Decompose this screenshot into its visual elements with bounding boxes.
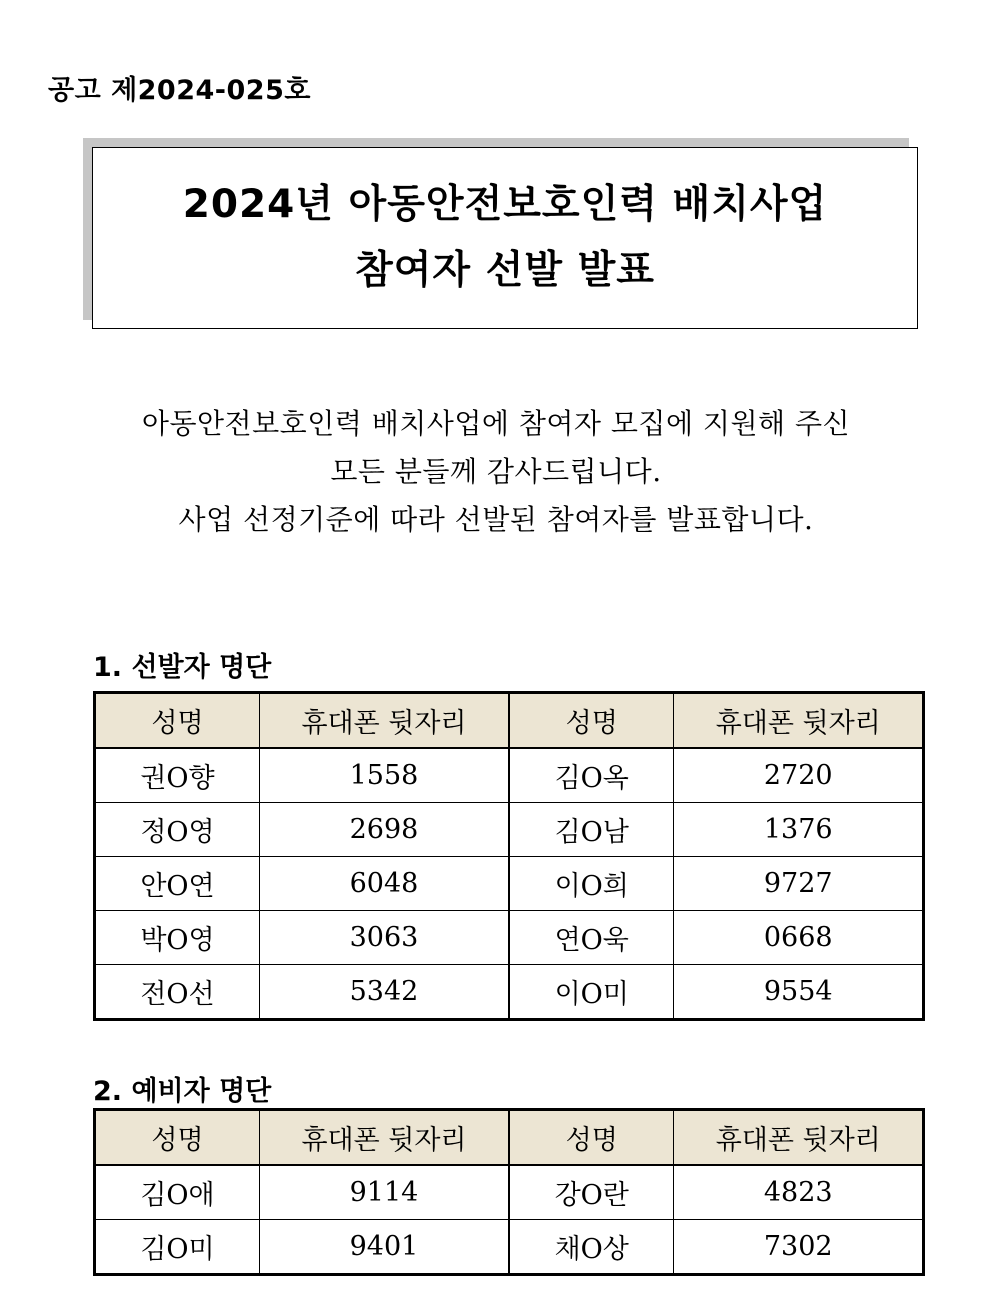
name-cell: 박O영 bbox=[95, 911, 260, 965]
phone-cell: 1558 bbox=[259, 748, 509, 803]
name-cell: 채O상 bbox=[509, 1220, 674, 1275]
selected-table bbox=[93, 691, 925, 1021]
header-phone: 휴대폰 뒷자리 bbox=[259, 1110, 509, 1166]
name-cell: 정O영 bbox=[95, 803, 260, 857]
phone-cell: 9554 bbox=[674, 965, 924, 1020]
title-line-1: 2024년 아동안전보호인력 배치사업 bbox=[182, 182, 828, 227]
name-cell: 이O희 bbox=[509, 857, 674, 911]
phone-cell: 6048 bbox=[259, 857, 509, 911]
phone-cell: 1376 bbox=[674, 803, 924, 857]
header-phone: 휴대폰 뒷자리 bbox=[259, 693, 509, 749]
header-name: 성명 bbox=[95, 1110, 260, 1166]
title-line-2: 참여자 선발 발표 bbox=[355, 248, 655, 293]
table-row bbox=[95, 1220, 924, 1275]
phone-cell: 9401 bbox=[259, 1220, 509, 1275]
reserve-section-title: 2. 예비자 명단 bbox=[93, 1076, 272, 1107]
phone-cell: 4823 bbox=[674, 1165, 924, 1220]
table-row bbox=[95, 911, 924, 965]
table-row bbox=[95, 803, 924, 857]
intro-line-2: 모든 분들께 감사드립니다. bbox=[330, 455, 662, 488]
table-row bbox=[95, 748, 924, 803]
phone-cell: 7302 bbox=[674, 1220, 924, 1275]
table-row bbox=[95, 1165, 924, 1220]
intro-line-1: 아동안전보호인력 배치사업에 참여자 모집에 지원해 주신 bbox=[141, 407, 851, 440]
name-cell: 김O남 bbox=[509, 803, 674, 857]
name-cell: 이O미 bbox=[509, 965, 674, 1020]
header-name: 성명 bbox=[509, 693, 674, 749]
table-row bbox=[95, 965, 924, 1020]
selected-section-title: 1. 선발자 명단 bbox=[93, 652, 272, 683]
notice-number: 공고 제2024-025호 bbox=[48, 75, 311, 106]
name-cell: 안O연 bbox=[95, 857, 260, 911]
header-phone: 휴대폰 뒷자리 bbox=[674, 1110, 924, 1166]
phone-cell: 9727 bbox=[674, 857, 924, 911]
intro-line-3: 사업 선정기준에 따라 선발된 참여자를 발표합니다. bbox=[178, 503, 814, 536]
name-cell: 김O옥 bbox=[509, 748, 674, 803]
table-row bbox=[95, 857, 924, 911]
phone-cell: 0668 bbox=[674, 911, 924, 965]
phone-cell: 9114 bbox=[259, 1165, 509, 1220]
name-cell: 전O선 bbox=[95, 965, 260, 1020]
name-cell: 김O미 bbox=[95, 1220, 260, 1275]
phone-cell: 3063 bbox=[259, 911, 509, 965]
phone-cell: 2698 bbox=[259, 803, 509, 857]
name-cell: 김O애 bbox=[95, 1165, 260, 1220]
reserve-table bbox=[93, 1108, 925, 1276]
phone-cell: 2720 bbox=[674, 748, 924, 803]
header-name: 성명 bbox=[509, 1110, 674, 1166]
intro-paragraph bbox=[0, 400, 992, 544]
name-cell: 강O란 bbox=[509, 1165, 674, 1220]
name-cell: 권O향 bbox=[95, 748, 260, 803]
title-box bbox=[92, 147, 918, 329]
table-header-row bbox=[95, 693, 924, 749]
phone-cell: 5342 bbox=[259, 965, 509, 1020]
table-header-row bbox=[95, 1110, 924, 1166]
header-name: 성명 bbox=[95, 693, 260, 749]
name-cell: 연O욱 bbox=[509, 911, 674, 965]
header-phone: 휴대폰 뒷자리 bbox=[674, 693, 924, 749]
